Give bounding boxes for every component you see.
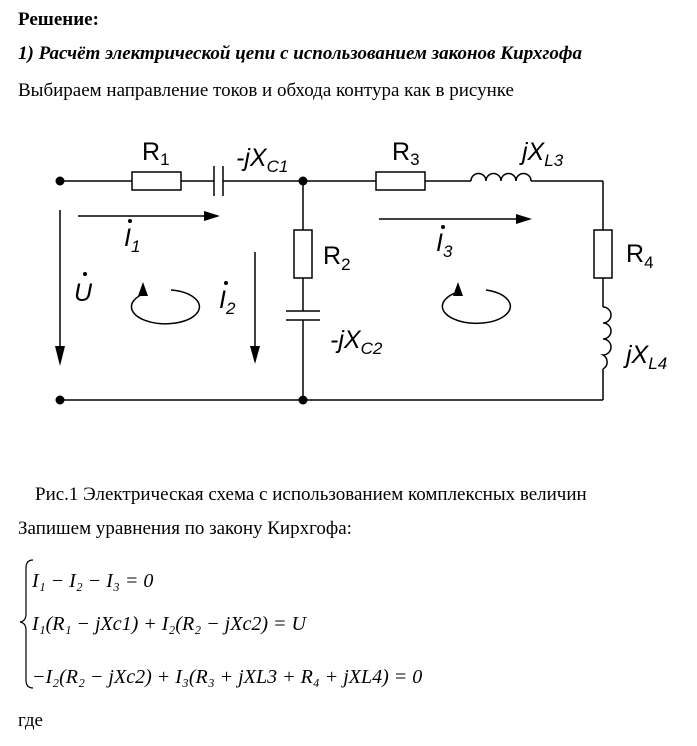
resistor-r2 <box>294 230 312 278</box>
r1-label: $R_1$ <box>142 138 170 169</box>
phasor-dot <box>441 225 445 229</box>
kirchhoff-intro: Запишем уравнения по закону Кирхгофа: <box>18 518 352 539</box>
xc1-label: $-jX_{C1}$ <box>236 144 289 176</box>
phasor-dot <box>83 272 87 276</box>
i1-label: $I_1$ <box>124 224 141 256</box>
inductor-l3 <box>471 174 531 181</box>
phasor-dot <box>128 219 132 223</box>
r3-label: $R_3$ <box>392 138 420 169</box>
section-title: 1) Расчёт электрической цепи с использованием законов Кирхгофа <box>18 43 582 64</box>
where-text: где <box>18 710 43 731</box>
inductor-l4 <box>603 307 611 369</box>
intro-text: Выбираем направление токов и обхода контура как в рисунке <box>18 80 514 101</box>
resistor-r3 <box>376 172 425 190</box>
junction-node <box>299 396 308 405</box>
xl4-label: $jX_{L4}$ <box>626 341 668 373</box>
figure-caption: Рис.1 Электрическая схема с использованием комплексных величин <box>35 484 587 505</box>
solution-heading: Решение: <box>18 9 99 30</box>
resistor-r4 <box>594 230 612 278</box>
terminal-node <box>56 396 65 405</box>
r4-label: $R_4$ <box>626 240 654 272</box>
u-label: U <box>74 279 93 307</box>
loop-arrow-right <box>442 290 510 323</box>
phasor-dot <box>224 281 228 285</box>
junction-node <box>299 177 308 186</box>
equation-3: −I₂(R₂ − jXc2) + I₃(R₃ + jXL3 + R₄ + jXL4) = 0 <box>32 666 423 688</box>
equation-1: I₁ − I₂ − I₃ = 0 <box>32 570 154 592</box>
r2-label: $R_2$ <box>323 242 351 274</box>
xc2-label: $-jX_{C2}$ <box>330 326 383 358</box>
xl3-label: $jX_{L3}$ <box>522 138 564 170</box>
i3-label: $I_3$ <box>436 229 453 261</box>
terminal-node <box>56 177 65 186</box>
resistor-r1 <box>132 172 181 190</box>
i2-label: $I_2$ <box>219 286 236 318</box>
equation-2: I₁(R₁ − jXc1) + I₂(R₂ − jXc2) = U <box>32 613 306 635</box>
